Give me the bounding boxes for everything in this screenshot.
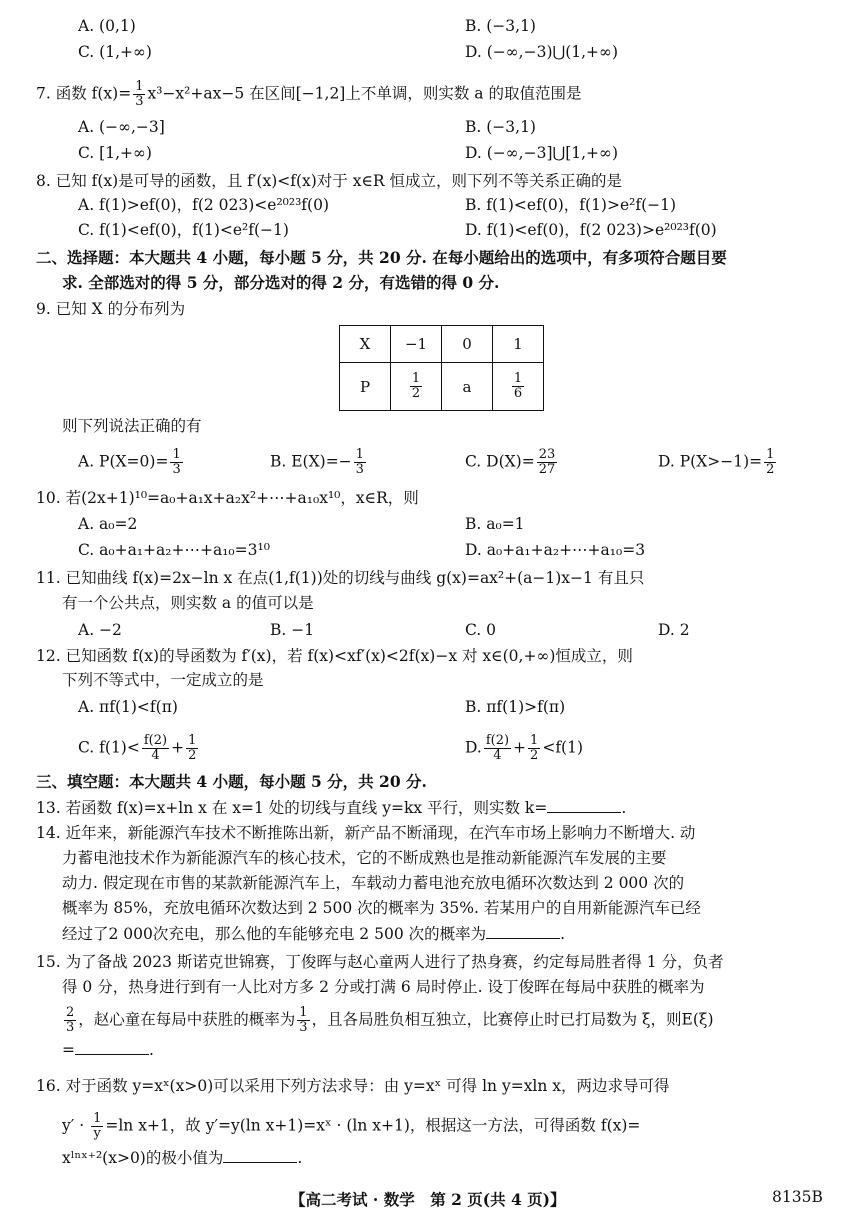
q9-option-c: C. D(X)= $\frac{23}{27}$	[465, 447, 556, 477]
q8-option-d: D. f(1)<ef(0)，f(2 023)>e²⁰²³f(0)	[465, 221, 717, 239]
table-cell: 1	[493, 326, 544, 363]
q15-stem-l3: $\frac{2}{3}$ ，赵心童在每局中获胜的概率为 $\frac{1}{3}$ ，且各局胜负相互独立，比赛停止时已打局数为 ξ，则E(ξ)	[66, 1005, 714, 1035]
q8-option-b: B. f(1)<ef(0)，f(1)>e²f(−1)	[465, 196, 677, 214]
q15-stem: 15. 为了备战 2023 斯诺克世锦赛，丁俊晖与赵心童两人进行了热身赛，约定每局胜者得 1 分，负者	[36, 953, 724, 971]
q11-option-b: B. −1	[270, 621, 315, 639]
q7-option-d: D. (−∞,−3]⋃[1,+∞)	[465, 144, 618, 162]
q6-option-d: D. (−∞,−3)⋃(1,+∞)	[465, 43, 618, 61]
q14-stem-l3: 动力. 假定现在市售的某款新能源汽车上，车载动力蓄电池充放电循环次数达到 2 000 次的	[62, 874, 685, 892]
q11-option-d: D. 2	[658, 621, 690, 639]
q7-option-a: A. (−∞,−3]	[78, 118, 165, 136]
q12-option-b: B. πf(1)>f(π)	[465, 698, 566, 716]
q11-option-a: A. −2	[78, 621, 122, 639]
q14-stem-l5: 经过了2 000次充电，那么他的车能够充电 2 500 次的概率为 .	[62, 925, 566, 943]
q11-option-c: C. 0	[465, 621, 497, 639]
table-cell: $\frac{1}{2}$	[391, 363, 442, 411]
q9-option-b: B. E(X)=− $\frac{1}{3}$	[270, 447, 364, 477]
q7-fraction: $\frac{1}{3}$	[135, 79, 144, 109]
paper-code: 8135B	[772, 1188, 823, 1206]
q12-option-a: A. πf(1)<f(π)	[78, 698, 178, 716]
q13-stem: 13. 若函数 f(x)=x+ln x 在 x=1 处的切线与直线 y=kx 平行，则实数 k= .	[36, 799, 627, 817]
answer-blank	[486, 924, 560, 939]
table-cell: X	[340, 326, 391, 363]
q10-option-a: A. a₀=2	[78, 515, 138, 533]
q16-stem-l3: xˡⁿˣ⁺²(x>0)的极小值为 .	[62, 1149, 303, 1167]
q14-stem: 14. 近年来，新能源汽车技术不断推陈出新，新产品不断涌现，在汽车市场上影响力不断增大. 动	[36, 824, 696, 842]
q10-stem: 10. 若(2x+1)¹⁰=a₀+a₁x+a₂x²+⋯+a₁₀x¹⁰，x∈R，则	[36, 489, 419, 507]
section-3-heading: 三、填空题：本大题共 4 小题，每小题 5 分，共 20 分.	[36, 772, 427, 791]
q6-option-c: C. (1,+∞)	[78, 43, 152, 61]
q9-subtext: 则下列说法正确的有	[62, 417, 202, 435]
table-row	[340, 363, 544, 411]
q15-stem-l4: = .	[62, 1041, 154, 1059]
table-cell: 0	[442, 326, 493, 363]
table-cell: P	[340, 363, 391, 411]
q12-option-d: D. $\frac{f(2)}{4}$ + $\frac{1}{2}$ <f(1)	[465, 733, 584, 763]
q16-stem: 16. 对于函数 y=xˣ(x>0)可以采用下列方法求导：由 y=xˣ 可得 ln y=xln x，两边求导可得	[36, 1077, 670, 1095]
q9-option-a: A. P(X=0)= $\frac{1}{3}$	[78, 447, 181, 477]
section-2-heading-cont: 求. 全部选对的得 5 分，部分选对的得 2 分，有选错的得 0 分.	[62, 273, 500, 292]
q11-stem: 11. 已知曲线 f(x)=2x−ln x 在点(1,f(1))处的切线与曲线 g(x)=ax²+(a−1)x−1 有且只	[36, 569, 645, 587]
q7-option-c: C. [1,+∞)	[78, 144, 152, 162]
q14-stem-l2: 力蓄电池技术作为新能源汽车的核心技术，它的不断成熟也是推动新能源汽车发展的主要	[62, 849, 667, 867]
q8-option-a: A. f(1)>ef(0)，f(2 023)<e²⁰²³f(0)	[78, 196, 330, 214]
table-cell: $\frac{1}{6}$	[493, 363, 544, 411]
q12-stem-cont: 下列不等式中，一定成立的是	[62, 671, 264, 689]
q6-option-b: B. (−3,1)	[465, 17, 536, 35]
q10-option-b: B. a₀=1	[465, 515, 525, 533]
page-footer: 【高二考试 · 数学 第 2 页(共 4 页)】	[290, 1190, 566, 1209]
q9-stem: 9. 已知 X 的分布列为	[36, 300, 186, 318]
q16-stem-l2: y′ · $\frac{1}{y}$ =ln x+1，故 y′=y(ln x+1)=xˣ · (ln x+1)，根据这一方法，可得函数 f(x)=	[62, 1111, 641, 1141]
q6-option-a: A. (0,1)	[78, 17, 136, 35]
table-cell: a	[442, 363, 493, 411]
q7-option-b: B. (−3,1)	[465, 118, 536, 136]
q7-stem: 7. 函数 f(x)= $\frac{1}{3}$ x³−x²+ax−5 在区间[−1,2]上不单调，则实数 a 的取值范围是	[36, 79, 582, 109]
q8-option-c: C. f(1)<ef(0)，f(1)<e²f(−1)	[78, 221, 289, 239]
answer-blank	[75, 1040, 149, 1055]
q8-stem: 8. 已知 f(x)是可导的函数，且 f′(x)<f(x)对于 x∈R 恒成立，则下列不等关系正确的是	[36, 172, 623, 190]
table-cell: −1	[391, 326, 442, 363]
q9-option-d: D. P(X>−1)= $\frac{1}{2}$	[658, 447, 775, 477]
q14-stem-l4: 概率为 85%，充放电循环次数达到 2 500 次的概率为 35%. 若某用户的自用新能源汽车已经	[62, 899, 701, 917]
distribution-table	[339, 325, 544, 411]
answer-blank	[223, 1148, 297, 1163]
q12-stem: 12. 已知函数 f(x)的导函数为 f′(x)，若 f(x)<xf′(x)<2f(x)−x 对 x∈(0,+∞)恒成立，则	[36, 647, 633, 665]
q12-option-c: C. f(1)< $\frac{f(2)}{4}$ + $\frac{1}{2}$	[78, 733, 197, 763]
q10-option-c: C. a₀+a₁+a₂+⋯+a₁₀=3¹⁰	[78, 541, 270, 559]
q11-stem-cont: 有一个公共点，则实数 a 的值可以是	[62, 594, 314, 612]
table-row	[340, 326, 544, 363]
q15-stem-l2: 得 0 分，热身进行到有一人比对方多 2 分或打满 6 局时停止. 设丁俊晖在每局中获胜的概率为	[62, 978, 705, 996]
answer-blank	[547, 798, 621, 813]
section-2-heading: 二、选择题：本大题共 4 小题，每小题 5 分，共 20 分. 在每小题给出的选项中，有多项符合题目要	[36, 248, 727, 267]
q10-option-d: D. a₀+a₁+a₂+⋯+a₁₀=3	[465, 541, 646, 559]
